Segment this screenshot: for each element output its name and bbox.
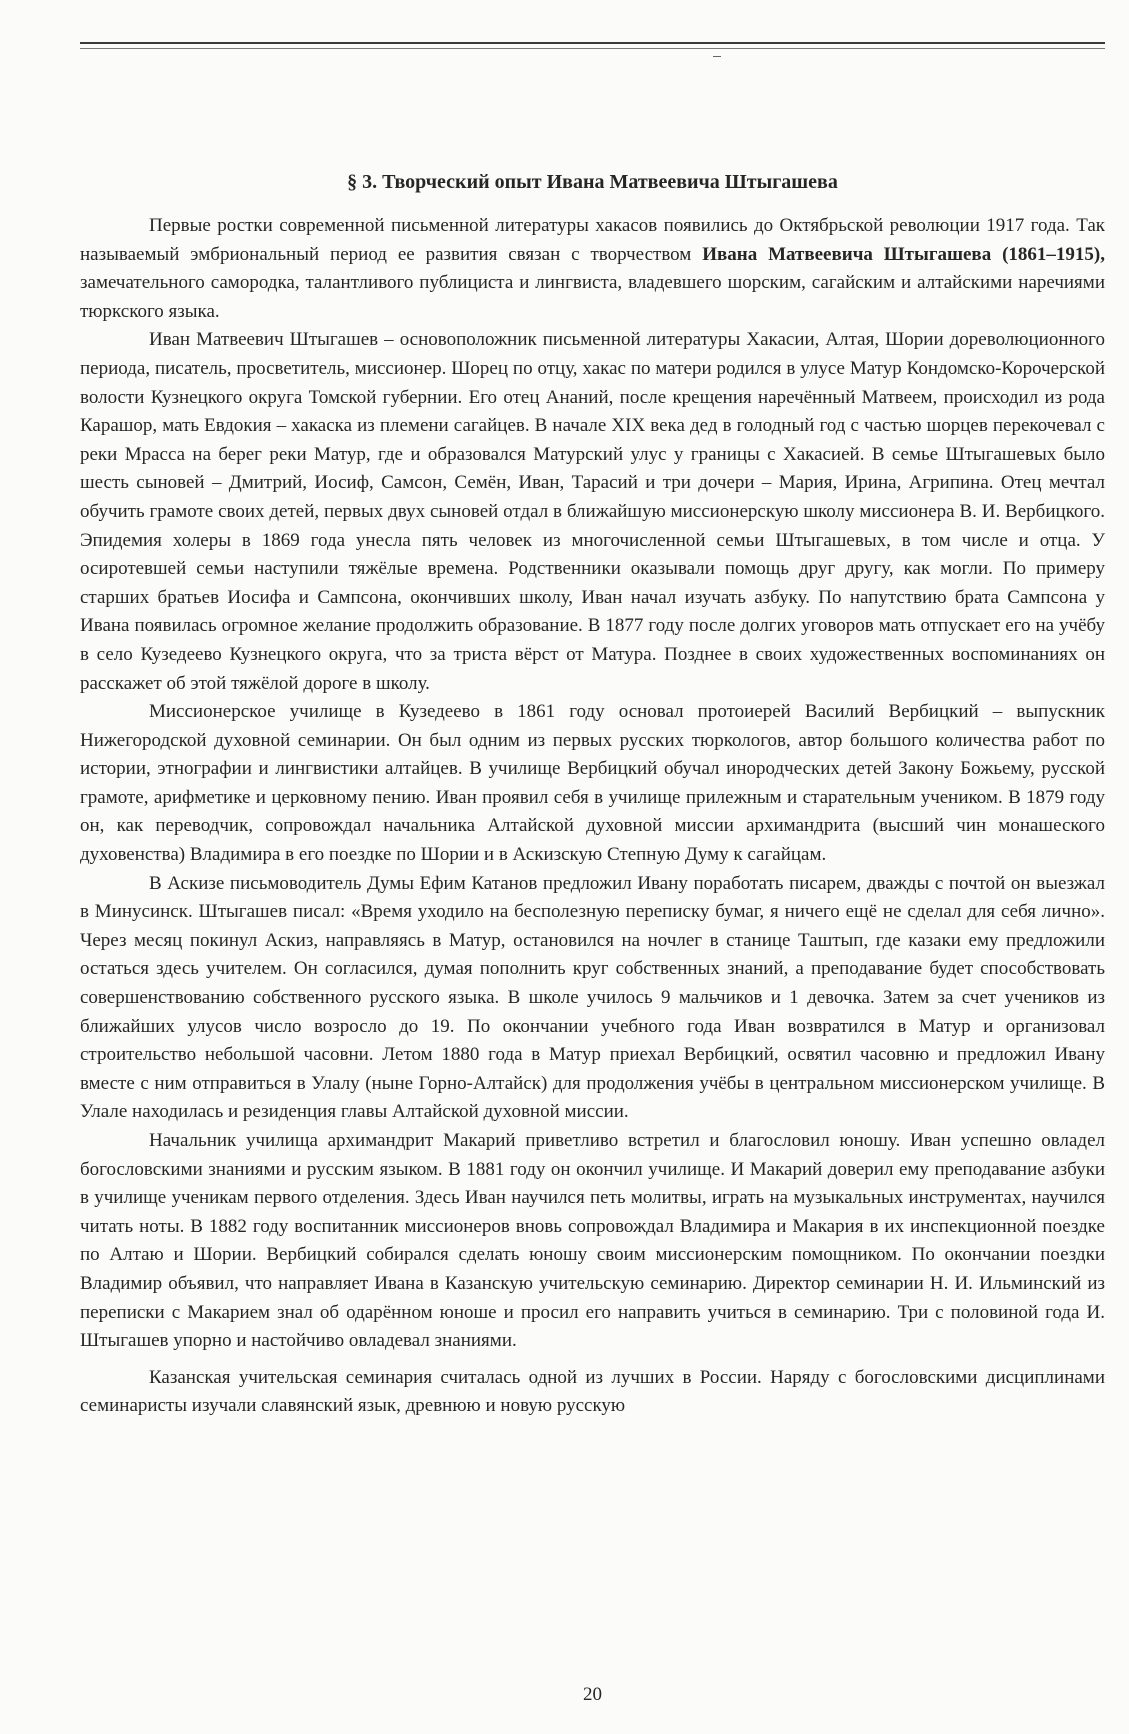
header-dash-mark (713, 56, 721, 57)
paragraph: Миссионерское училище в Кузедеево в 1861 году основал протоиерей Василий Вербицкий – выпускник Нижегородской духовной семинарии. Он был одним из первых русских тюркологов, автор большого количества работ по истории, этнографии и лингвистики алтайцев. В училище Вербицкий обучал инородческих детей Закону Божьему, русской грамоте, арифметике и церковному пению. Иван проявил себя в училище прилежным и старательным учеником. В 1879 году он, как переводчик, сопровождал начальника Алтайской духовной миссии архимандрита (высший чин монашеского духовенства) Владимира в его поездке по Шории и в Аскизскую Степную Думу к сагайцам. (80, 701, 1105, 866)
paragraph: Начальник училища архимандрит Макарий приветливо встретил и благословил юношу. Иван успешно овладел богословскими знаниями и русским языком. В 1881 году он окончил училище. И Макарий доверил ему преподавание азбуки в училище ученикам первого отделения. Здесь Иван научился петь молитвы, играть на музыкальных инструментах, научился читать ноты. В 1882 году воспитанник миссионеров вновь сопровождал Владимира и Макария в их инспекционной поездке по Алтаю и Шории. Вербицкий собирался сделать юношу своим миссионерским помощником. По окончании поездки Владимир объявил, что направляет Ивана в Казанскую учительскую семинарию. Директор семинарии Н. И. Ильминский из переписки с Макарием знал об одарённом юноше и просил его направить учиться в семинарию. Три с половиной года И. Штыгашев упорно и настойчиво овладевал знаниями. (80, 1130, 1105, 1352)
author-name-bold: Ивана Матвеевича Штыгашева (1861–1915), (702, 243, 1105, 265)
paragraph: Казанская учительская семинария считалась одной из лучших в России. Наряду с богословскими дисциплинами семинаристы изучали славянский язык, древнюю и новую русскую (80, 1366, 1105, 1417)
body-text (80, 212, 1105, 1421)
paragraph: Иван Матвеевич Штыгашев – основоположник письменной литературы Хакасии, Алтая, Шории дореволюционного периода, писатель, просветитель, миссионер. Шорец по отцу, хакас по матери родился в улусе Матур Кондомско-Корочерской волости Кузнецкого округа Томской губернии. Его отец Ананий, после крещения наречённый Матвеем, происходил из рода Карашор, мать Евдокия – хакаска из племени сагайцев. В начале XIX века дед в голодный год с частью шорцев перекочевал с реки Мрасса на берег реки Матур, где и образовался Матурский улус у границы с Хакасией. В семье Штыгашевых было шесть сыновей – Дмитрий, Иосиф, Самсон, Семён, Иван, Тарасий и три дочери – Мария, Ирина, Агрипина. Отец мечтал обучить грамоте своих детей, первых двух сыновей отдал в ближайшую миссионерскую школу миссионера В. И. Вербицкого. Эпидемия холеры в 1869 года унесла пять человек из многочисленной семьи Штыгашевых, в том числе и отца. У осиротевшей семьи наступили тяжёлые времена. Родственники оказывали помощь друг другу, как могли. По примеру старших братьев Иосифа и Сампсона, окончивших школу, Иван начал изучать азбуку. По напутствию брата Сампсона у Ивана появилась огромное желание продолжить образование. В 1877 году после долгих уговоров мать отпускает его на учёбу в село Кузедеево Кузнецкого округа, что за триста вёрст от Матура. Позднее в своих художественных воспоминаниях он расскажет об этой тяжёлой дороге в школу. (80, 329, 1105, 694)
page-number: 20 (583, 1684, 602, 1705)
paragraph-text: Первые ростки современной письменной литературы хакасов появились до Октябрьской революции 1917 года. Так называемый эмбриональный период ее развития связан с творчеством (80, 215, 1105, 265)
paragraph: В Аскизе письмоводитель Думы Ефим Катанов предложил Ивану поработать писарем, дважды с почтой он выезжал в Минусинск. Штыгашев писал: «Время уходило на бесполезную переписку бумаг, я ничего ещё не сделал для себя лично». Через месяц покинул Аскиз, направляясь в Матур, остановился на ночлег в станице Таштып, где казаки ему предложили остаться здесь учителем. Он согласился, думая пополнить круг собственных знаний, а преподавание будет способствовать совершенствованию собственного русского языка. В школе училось 9 мальчиков и 1 девочка. Затем за счет учеников из ближайших улусов число возросло до 19. По окончании учебного года Иван возвратился в Матур и организовал строительство небольшой часовни. Летом 1880 года в Матур приехал Вербицкий, освятил часовню и предложил Ивану вместе с ним отправиться в Улалу (ныне Горно-Алтайск) для продолжения учёбы в центральном миссионерском училище. В Улале находилась и резиденция главы Алтайской духовной миссии. (80, 872, 1105, 1123)
paragraph-text: замечательного самородка, талантливого публициста и лингвиста, владевшего шорским, сагайским и алтайскими наречиями тюркского языка. (80, 272, 1105, 322)
header-rule (80, 42, 1105, 49)
paragraph (80, 212, 1105, 326)
section-heading: § 3. Творческий опыт Ивана Матвеевича Штыгашева (347, 171, 838, 193)
